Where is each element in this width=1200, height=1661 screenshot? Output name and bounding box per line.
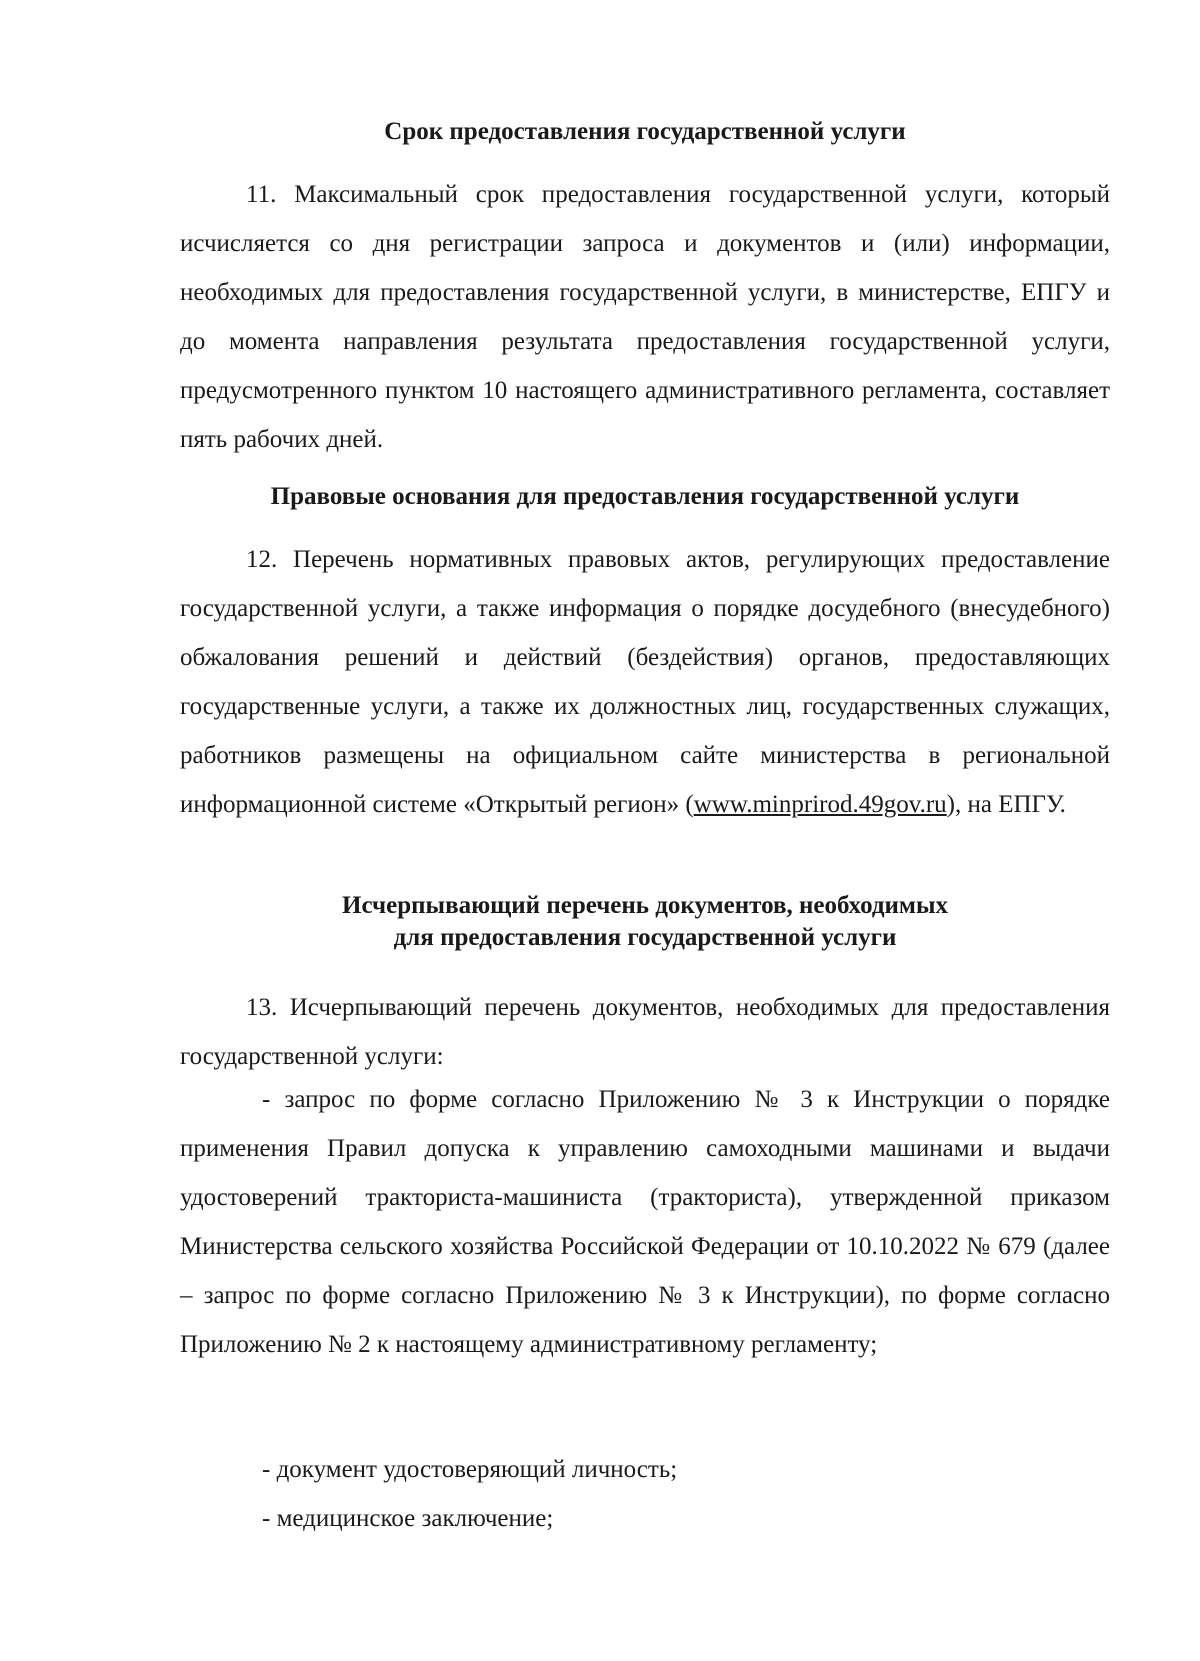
list-item-medical-certificate: - медицинское заключение; [262, 1505, 554, 1532]
section-heading-service-term: Срок предоставления государственной услуги [384, 118, 906, 145]
minprirod-website-link[interactable]: www.minprirod.49gov.ru [693, 791, 947, 818]
list-item-identity-document: - документ удостоверяющий личность; [262, 1456, 678, 1483]
paragraph-13: 13. Исчерпывающий перечень документов, необходимых для предоставления государственной услуги: [180, 994, 1110, 1070]
section-heading-documents-list [180, 890, 1110, 954]
paragraph-12 [180, 535, 1110, 829]
section-heading-legal-basis: Правовые основания для предоставления государственной услуги [270, 483, 1020, 510]
paragraph-11: 11. Максимальный срок предоставления государственной услуги, который исчисляется со дня регистрации запроса и документов и (или) информации, необходимых для предоставления государственной услуги, в министерстве, ЕПГУ и до момента направления результата предоставления государственной услуги, предусмотренного пунктом 10 настоящего административного регламента, составляет пять рабочих дней. [180, 181, 1110, 453]
paragraph-12-text: 12. Перечень нормативных правовых актов, регулирующих предоставление государственной услуги, а также информация о порядке досудебного (внесудебного) обжалования решений и действий (бездействия) органов, предоставляющих государственные услуги, а также их должностных лиц, государственных служащих, работников размещены на официальном сайте министерства в региональной информационной системе «Открытый регион» ( [180, 546, 1110, 818]
heading-line-1: Исчерпывающий перечень документов, необходимых [342, 892, 948, 919]
paragraph-12-tail: ), на ЕПГУ. [946, 791, 1066, 818]
list-item-request-form: - запрос по форме согласно Приложению № 3 к Инструкции о порядке применения Правил допуска к управлению самоходными машинами и выдачи удостоверений тракториста-машиниста (тракториста), утвержденной приказом Министерства сельского хозяйства Российской Федерации от 10.10.2022 № 679 (далее – запрос по форме согласно Приложению № 3 к Инструкции), по форме согласно Приложению № 2 к настоящему административному регламенту; [180, 1086, 1110, 1358]
heading-line-2: для предоставления государственной услуги [393, 924, 897, 951]
